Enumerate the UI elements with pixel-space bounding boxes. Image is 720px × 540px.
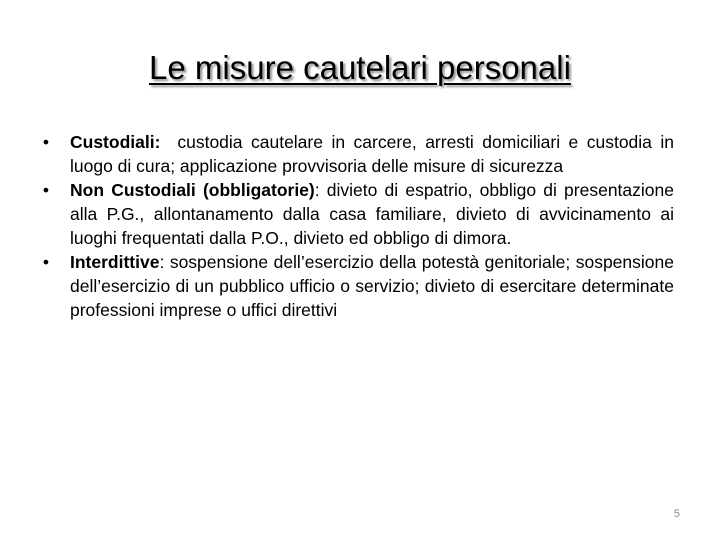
bullet-marker: • (42, 132, 50, 152)
slide-title: Le misure cautelari personali (149, 49, 571, 86)
bullet-term: Interdittive (70, 252, 160, 272)
bullet-term: Custodiali: (70, 132, 161, 152)
bullet-marker: • (42, 180, 50, 200)
bullet-marker: • (42, 252, 50, 272)
bullet-item-interdittive (34, 250, 674, 322)
bullet-text: : sospensione dell’esercizio della potestà genitoriale; sospensione dell’esercizio di un pubblico ufficio o servizio; divieto di esercitare determinate professioni imprese o uffici direttivi (70, 252, 674, 320)
page-number: 5 (673, 508, 680, 520)
bullet-text: custodia cautelare in carcere, arresti domiciliari e custodia in luogo di cura; applicazione provvisoria delle misure di sicurezza (70, 132, 679, 176)
bullet-item-non-custodiali (34, 178, 674, 250)
bullet-item-custodiali (34, 130, 679, 178)
bullet-list (34, 130, 679, 322)
bullet-term: Non Custodiali (obbligatorie) (70, 180, 315, 200)
bullet-text: : divieto di espatrio, obbligo di presentazione alla P.G., allontanamento dalla casa familiare, divieto di avvicinamento ai luoghi frequentati dalla P.O., divieto ed obbligo di dimora. (70, 180, 674, 248)
